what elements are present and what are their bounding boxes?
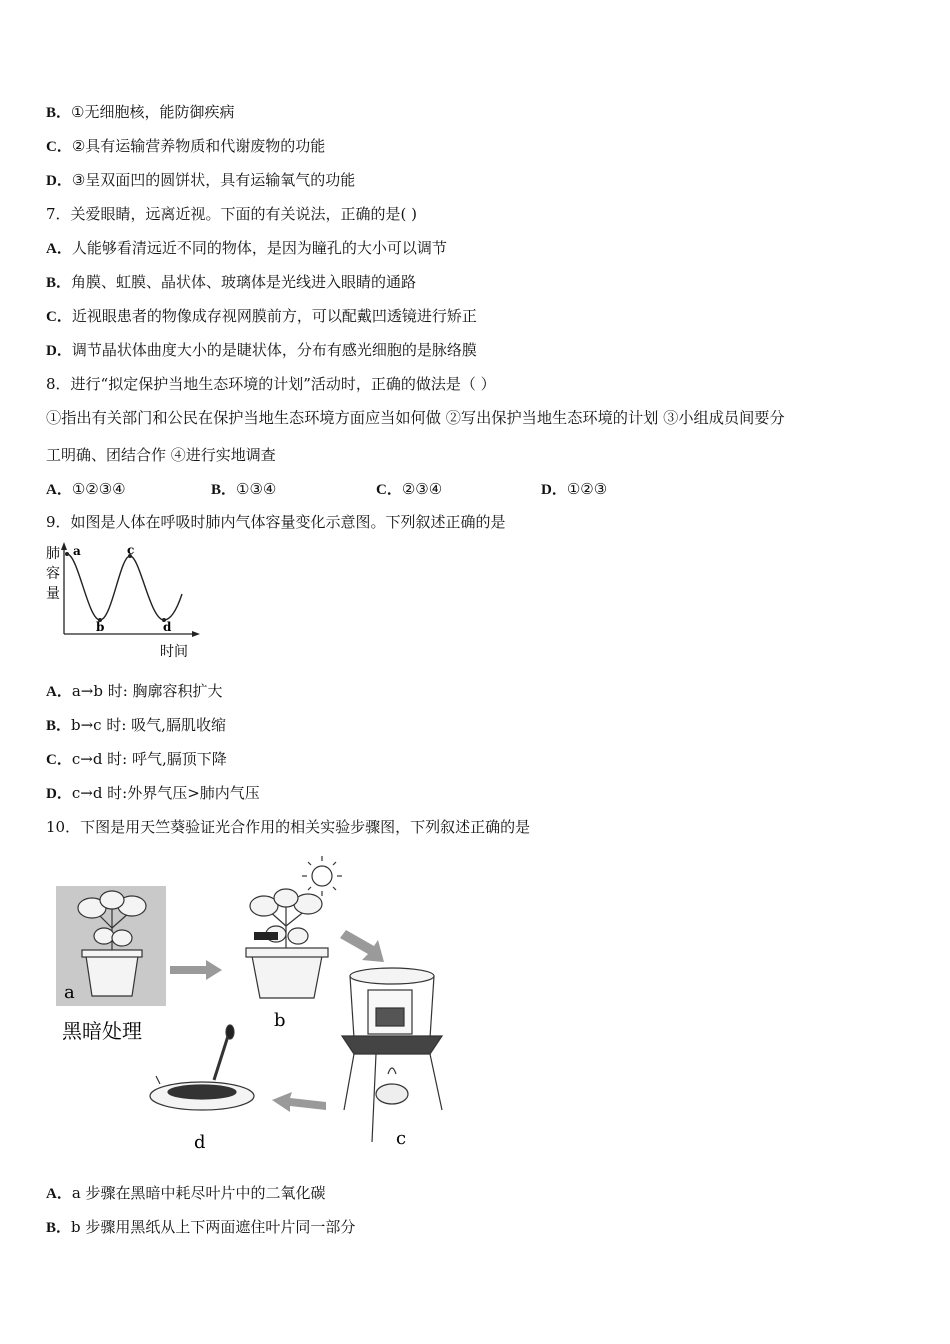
- label-c: c: [396, 1128, 407, 1149]
- arrow-b-to-c: [340, 930, 384, 962]
- q7-option-b: B．角膜、虹膜、晶状体、玻璃体是光线进入眼睛的通路: [46, 273, 417, 291]
- q8-option-d: D．①②③: [541, 480, 608, 498]
- arrow-a-to-b: [170, 960, 222, 980]
- label-a: a: [64, 982, 75, 1003]
- q6-option-c: C．②具有运输营养物质和代谢废物的功能: [46, 137, 326, 155]
- sun-icon: [302, 856, 342, 896]
- black-paper: [254, 932, 278, 940]
- point-c-label: c: [127, 543, 135, 557]
- q8-items-line2: 工明确、团结合作 ④进行实地调查: [46, 446, 276, 464]
- q8-option-c: C．②③④: [376, 480, 443, 498]
- point-a-label: a: [73, 544, 81, 558]
- label-b: b: [274, 1010, 286, 1031]
- q8-option-b: B．①③④: [211, 480, 277, 498]
- caption-a: 黑暗处理: [62, 1019, 142, 1043]
- petri-dish: [150, 1025, 254, 1110]
- point-b-label: b: [96, 620, 105, 634]
- q8-stem: 8．进行“拟定保护当地生态环境的计划”活动时，正确的做法是（ ）: [46, 375, 496, 393]
- q9-option-c: C．c→d 时: 呼气,膈顶下降: [46, 750, 227, 768]
- point-a: [65, 552, 69, 556]
- label-d: d: [194, 1132, 206, 1150]
- q7-option-d: D．调节晶状体曲度大小的是睫状体，分布有感光细胞的是脉络膜: [46, 341, 477, 359]
- q7-option-a: A．人能够看清远近不同的物体，是因为瞳孔的大小可以调节: [46, 239, 447, 257]
- plant-b: [246, 889, 328, 998]
- q10-option-a: A．a 步骤在黑暗中耗尽叶片中的二氧化碳: [46, 1184, 326, 1202]
- lung-volume-curve: [67, 554, 182, 620]
- q10-stem: 10．下图是用天竺葵验证光合作用的相关实验步骤图，下列叙述正确的是: [46, 818, 531, 836]
- xlabel: 时间: [160, 644, 188, 660]
- x-axis-arrow: [192, 631, 200, 637]
- q9-stem: 9．如图是人体在呼吸时肺内气体容量变化示意图。下列叙述正确的是: [46, 513, 506, 531]
- point-d-label: d: [163, 620, 172, 634]
- q9-option-a: A．a→b 时: 胸廓容积扩大: [46, 682, 223, 700]
- q8-option-a: A．①②③④: [46, 480, 126, 498]
- photosynthesis-experiment-figure: [46, 848, 458, 1150]
- y-axis-arrow: [61, 542, 67, 550]
- q8-items-line1: ①指出有关部门和公民在保护当地生态环境方面应当如何做 ②写出保护当地生态环境的计划 ③小组成员间要分: [46, 409, 785, 427]
- arrow-c-to-d: [272, 1092, 326, 1112]
- q6-option-d: D．③呈双面凹的圆饼状，具有运输氧气的功能: [46, 171, 356, 189]
- q6-option-b: B．①无细胞核，能防御疾病: [46, 103, 235, 121]
- water-bath-apparatus: [342, 968, 442, 1142]
- ylabel-char-3: 量: [46, 586, 60, 602]
- ylabel-char-2: 容: [46, 566, 60, 582]
- ylabel-char-1: 肺: [46, 546, 60, 562]
- lung-volume-diagram: [40, 540, 210, 662]
- q9-option-d: D．c→d 时:外界气压>肺内气压: [46, 784, 260, 802]
- q9-option-b: B．b→c 时: 吸气,膈肌收缩: [46, 716, 226, 734]
- q10-option-b: B．b 步骤用黑纸从上下两面遮住叶片同一部分: [46, 1218, 356, 1236]
- q7-stem: 7．关爱眼睛，远离近视。下面的有关说法，正确的是( ): [46, 205, 418, 223]
- q7-option-c: C．近视眼患者的物像成存视网膜前方，可以配戴凹透镜进行矫正: [46, 307, 477, 325]
